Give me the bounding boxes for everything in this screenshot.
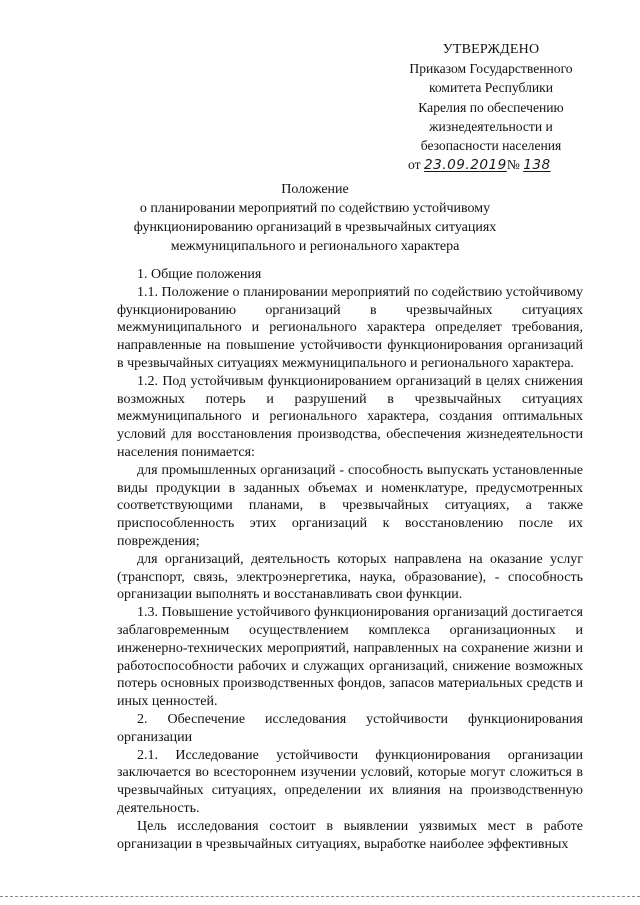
approval-block — [395, 40, 587, 175]
paragraph: 1.2. Под устойчивым функционированием организаций в целях снижения возможных потерь и разрушений в чрезвычайных ситуациях межмуниципального и регионального характера, создания оптимальных условий для восстановления производства, обеспечения жизнедеятельности населения понимается: — [117, 373, 583, 460]
section-heading: 1. Общие положения — [137, 267, 262, 282]
title-line: о планировании мероприятий по содействию устойчивому — [139, 201, 491, 216]
approval-line: комитета Республики — [428, 80, 554, 96]
scan-edge-line — [0, 894, 640, 897]
approval-line: Приказом Государственного — [409, 61, 573, 77]
number-sign: № — [506, 157, 520, 173]
approval-line: жизнедеятельности и — [429, 118, 553, 134]
paragraph: 1.3. Повышение устойчивого функционирования организаций достигается заблаговременным осуществлением комплекса организационных и инженерно-технических мероприятий, направленных на сохранение жизни и работоспособности рабочих и служащих организаций, снижение возможных потерь основных производственных фондов, запасов материальных средств и иных ценностей. — [117, 605, 583, 710]
handwritten-date: 23.09.2019 — [423, 157, 507, 174]
paragraph: Цель исследования состоит в выявлении уязвимых мест в работе организации в чрезвычайных ситуациях, выработке наиболее эффективных — [117, 818, 583, 852]
paragraph: 2.1. Исследование устойчивости функционирования организации заключается во всестороннем изучении условий, которые могут сложиться в чрезвычайных ситуациях, определении их влияния на производственную деятельность. — [117, 747, 583, 816]
title-line: функционированию организаций в чрезвычайных ситуациях — [133, 220, 497, 235]
paragraph: для организаций, деятельность которых направлена на оказание услуг (транспорт, связь, электроэнергетика, наука, образование), - способность организации выполнять и восстанавливать свои функции. — [117, 551, 583, 603]
title-line: межмуниципального и регионального характера — [170, 239, 460, 254]
approval-line: Карелия по обеспечению — [418, 99, 564, 115]
date-prefix: от — [408, 157, 421, 173]
section-heading: 2. Обеспечение исследования устойчивости функционирования организации — [117, 711, 583, 745]
paragraph: для промышленных организаций - способность выпускать установленные виды продукции в заданных объемах и номенклатуре, предусмотренных соответствующими планами, в чрезвычайных ситуациях, а также приспособленность этих организаций к восстановлению после их повреждения; — [117, 462, 583, 549]
approval-date-line — [395, 155, 587, 175]
approval-heading: УТВЕРЖДЕНО — [442, 42, 540, 57]
title-heading: Положение — [281, 182, 349, 197]
document-body — [117, 266, 583, 853]
approval-line: безопасности населения — [420, 138, 562, 154]
handwritten-number: 138 — [523, 157, 551, 174]
document-title — [100, 180, 530, 256]
paragraph: 1.1. Положение о планировании мероприятий по содействию устойчивому функционированию организаций в чрезвычайных ситуациях межмуниципального и регионального характера определяет требования, направленные на повышение устойчивости функционирования организаций в чрезвычайных ситуациях межмуниципального и регионального характера. — [117, 284, 583, 371]
